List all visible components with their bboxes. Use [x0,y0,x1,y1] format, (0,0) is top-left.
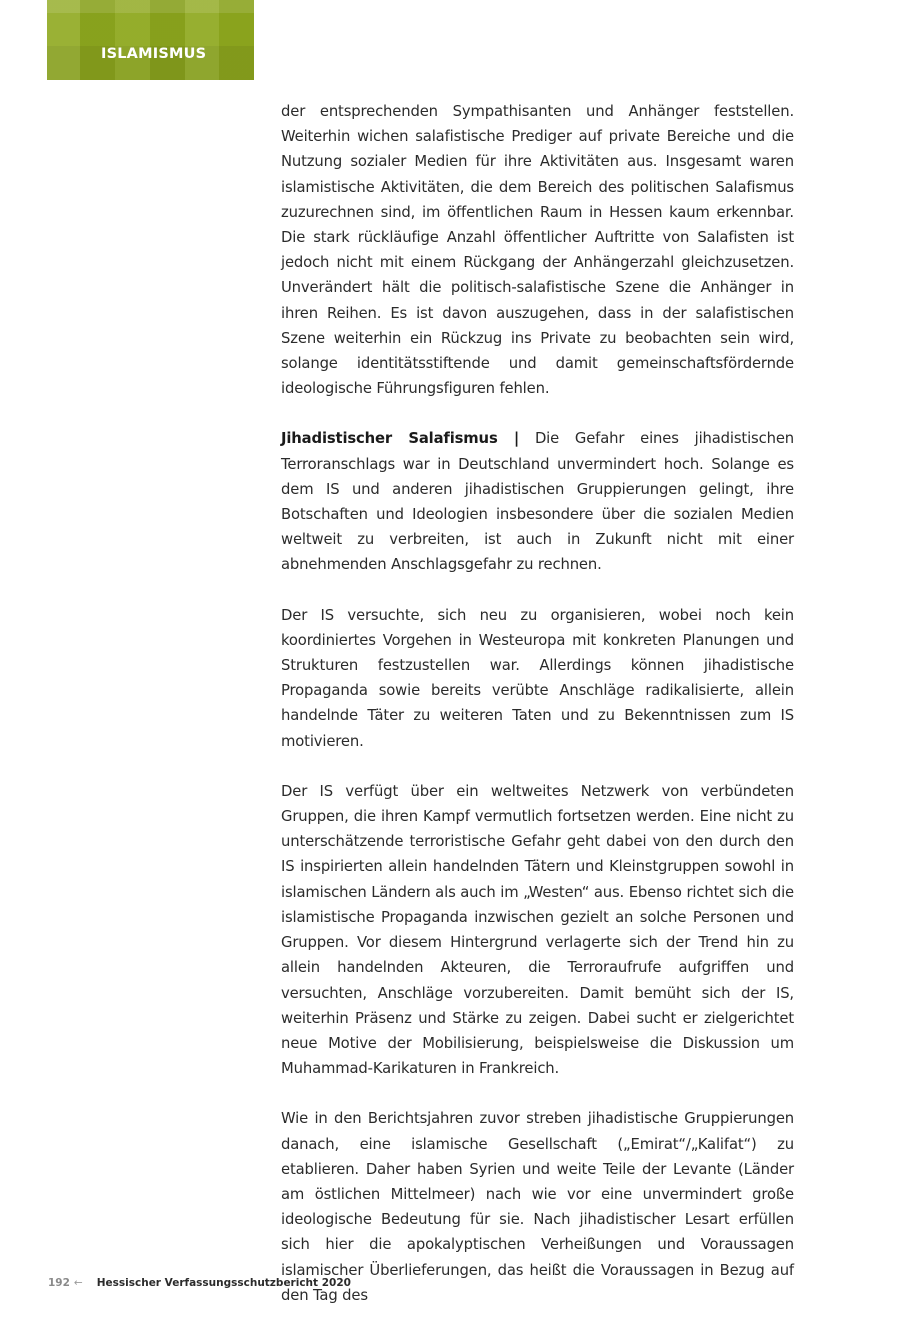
arrow-left-icon: ← [73,1277,83,1289]
paragraph [281,426,794,577]
section-label: ISLAMISMUS [101,46,207,62]
body-text [281,99,794,1333]
paragraph-text: Der IS versuchte, sich neu zu organisieren, wobei noch kein koordiniertes Vorgehen in Westeuropa mit konkreten Planungen und Strukturen festzustellen war. Allerdings können jihadistische Propaganda sowie bereits verübte Anschläge radikalisierte, allein handelnde Täter zu weiteren Taten und zu Bekenntnissen zum IS motivieren. [281,606,794,750]
paragraph-text: Der IS verfügt über ein weltweites Netzwerk von verbündeten Gruppen, die ihren Kampf vermutlich fortsetzen werden. Eine nicht zu unterschätzende terroristische Gefahr geht dabei von den durch den IS inspirierten allein handelnden Tätern und Kleinstgruppen sowohl in islamischen Ländern als auch im „Westen“ aus. Ebenso richtet sich die islamistische Propaganda inzwischen gezielt an solche Personen und Gruppen. Vor diesem Hintergrund verlagerte sich der Trend hin zu allein handelnden Akteuren, die Terroraufrufe aufgriffen und versuchten, Anschläge vorzubereiten. Damit bemüht sich der IS, weiterhin Präsenz und Stärke zu zeigen. Dabei sucht er zielgerichtet neue Motive der Mobilisierung, beispielsweise die Diskussion um Muhammad-Karikaturen in Frankreich. [281,782,794,1078]
paragraph [281,1106,794,1308]
section-tab [47,0,254,80]
paragraph-text: der entsprechenden Sympathisanten und Anhänger feststellen. Weiterhin wichen salafistische Prediger auf private Bereiche und die Nutzung sozialer Medien für ihre Aktivitäten aus. Insgesamt waren islamistische Aktivitäten, die dem Bereich des politischen Salafismus zuzurechnen sind, im öffentlichen Raum in Hessen kaum erkennbar. Die stark rückläufige Anzahl öffentlicher Auftritte von Salafisten ist jedoch nicht mit einem Rückgang der Anhängerzahl gleichzusetzen. Unverändert hält die politisch-salafistische Szene die Anhänger in ihren Reihen. Es ist davon auszugehen, dass in der salafistischen Szene weiterhin ein Rückzug ins Private zu beobachten sein wird, solange identitätsstiftende und damit gemeinschaftsfördernde ideologische Führungsfiguren fehlen. [281,103,794,398]
paragraph-heading: Jihadistischer Salafismus | [281,430,520,448]
paragraph-text: Die Gefahr eines jihadistischen Terroranschlags war in Deutschland unvermindert hoch. Solange es dem IS und anderen jihadistischen Gruppierungen gelingt, ihre Botschaften und Ideologien insbesondere über die sozialen Medien weltweit zu verbreiten, ist auch in Zukunft nicht mit einer abnehmenden Anschlagsgefahr zu rechnen. [281,430,795,574]
publication-title: Hessischer Verfassungsschutzbericht 2020 [96,1277,351,1289]
paragraph [281,603,794,754]
paragraph-text: Wie in den Berichtsjahren zuvor streben jihadistische Gruppierungen danach, eine islamische Gesellschaft („Emirat“/„Kalifat“) zu etablieren. Daher haben Syrien und weite Teile der Levante (Länder am östlichen Mittelmeer) nach wie vor eine unvermindert große ideologische Bedeutung für sie. Nach jihadistischer Lesart erfüllen sich hier die apokalyptischen Verheißungen und Voraussagen islamischer Überlieferungen, das heißt die Voraussagen in Bezug auf den Tag des [281,1110,794,1304]
paragraph [281,779,794,1081]
page-number: 192 [48,1277,70,1289]
page-footer [48,1277,351,1289]
paragraph [281,99,794,401]
